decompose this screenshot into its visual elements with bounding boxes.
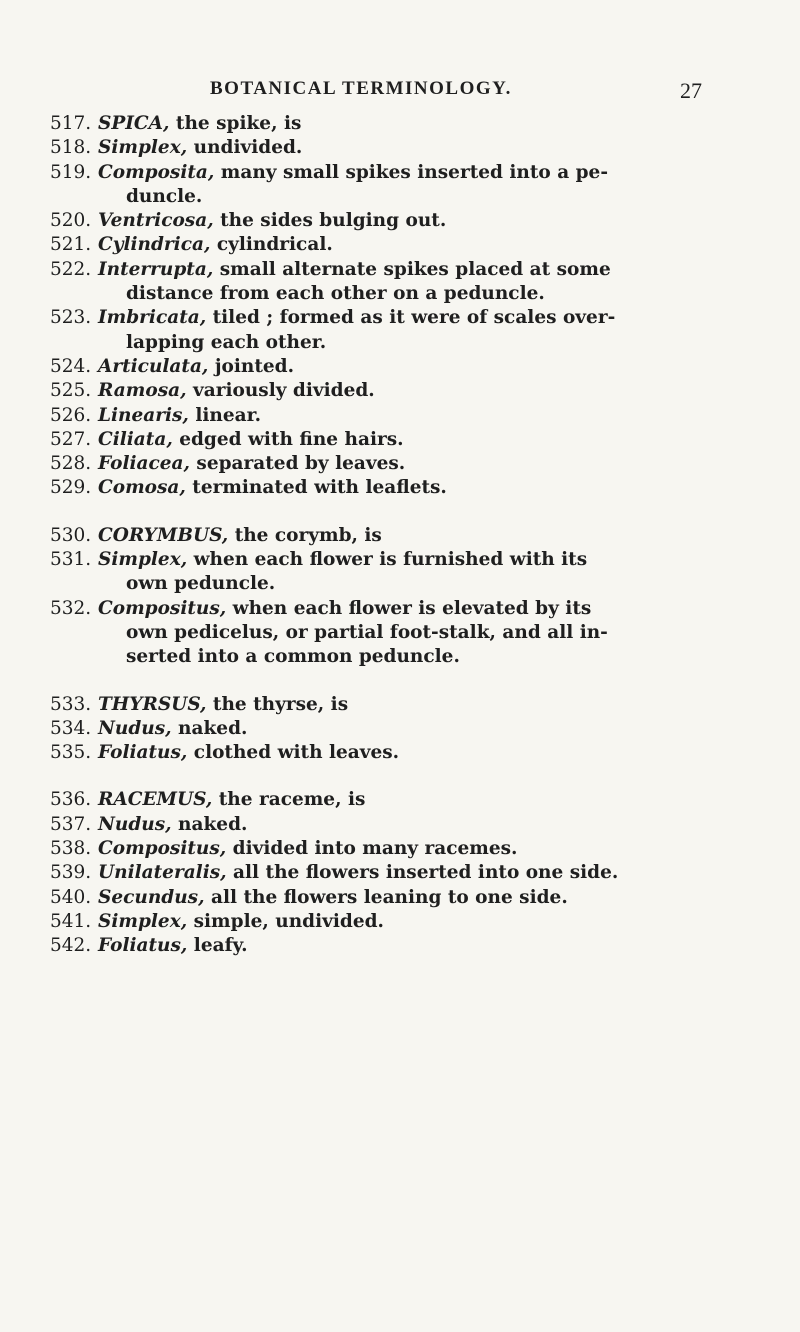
glossary-entry: 532. Compositus, when each flower is elevated by its own pedicelus, or partial foot-stalk, and all in- serted into a common peduncle.	[50, 597, 730, 670]
definition: the thyrse, is	[206, 693, 349, 715]
glossary-entry: 518. Simplex, undivided.	[50, 137, 303, 159]
definition: the raceme, is	[212, 789, 366, 811]
definition: all the flowers inserted into one side.	[226, 862, 619, 884]
glossary-entry: 530. CORYMBUS, the corymb, is	[50, 524, 382, 546]
running-header	[0, 78, 800, 108]
term: Foliacea,	[98, 453, 190, 475]
term: Imbricata,	[98, 307, 207, 329]
glossary-entry: 540. Secundus, all the flowers leaning to one side.	[50, 886, 568, 908]
definition: when each flower is elevated by its	[226, 597, 592, 619]
definition: simple, undivided.	[187, 910, 384, 932]
definition: separated by leaves.	[189, 453, 406, 475]
glossary-entry: 537. Nudus, naked.	[50, 813, 248, 835]
term: Nudus,	[98, 813, 172, 835]
definition: clothed with leaves.	[187, 742, 400, 764]
definition-continuation: lapping each other.	[126, 331, 327, 353]
term: Ramosa,	[98, 380, 187, 402]
term: Articulata,	[98, 355, 209, 377]
glossary-entry: 536. RACEMUS, the raceme, is	[50, 789, 366, 811]
term: Linearis,	[98, 404, 189, 426]
section-gap	[50, 501, 730, 524]
term: RACEMUS,	[98, 789, 213, 811]
definition: leafy.	[187, 935, 248, 957]
glossary-entry: 534. Nudus, naked.	[50, 717, 248, 739]
term: Comosa,	[98, 477, 186, 499]
definition: divided into many racemes.	[226, 838, 518, 860]
term: Ciliata,	[98, 428, 173, 450]
definition: jointed.	[208, 355, 295, 377]
definition-continuation: own pedicelus, or partial foot-stalk, and all in-	[126, 621, 608, 643]
glossary-entry: 520. Ventricosa, the sides bulging out.	[50, 210, 447, 232]
glossary-entry: 528. Foliacea, separated by leaves.	[50, 453, 406, 475]
definition: variously divided.	[186, 380, 375, 402]
definition: when each flower is furnished with its	[187, 549, 588, 571]
definition: the corymb, is	[228, 524, 382, 546]
definition: terminated with leaflets.	[185, 477, 447, 499]
glossary-entry: 527. Ciliata, edged with fine hairs.	[50, 428, 404, 450]
glossary-entry: 538. Compositus, divided into many racemes.	[50, 838, 518, 860]
glossary-entry: 525. Ramosa, variously divided.	[50, 380, 375, 402]
definition: edged with fine hairs.	[172, 428, 404, 450]
section-gap	[50, 670, 730, 693]
glossary-entry: 541. Simplex, simple, undivided.	[50, 910, 384, 932]
definition: naked.	[171, 813, 248, 835]
term: Interrupta,	[98, 258, 214, 280]
definition-continuation: distance from each other on a peduncle.	[126, 283, 545, 305]
definition: undivided.	[187, 137, 303, 159]
section-gap	[50, 765, 730, 788]
glossary-entry: 533. THYRSUS, the thyrse, is	[50, 693, 349, 715]
term: Compositus,	[98, 838, 227, 860]
definition-continuation: own peduncle.	[126, 573, 276, 595]
definition: small alternate spikes placed at some	[213, 258, 611, 280]
term: Nudus,	[98, 717, 172, 739]
term: Cylindrica,	[98, 234, 211, 256]
term: Simplex,	[98, 137, 188, 159]
term: Secundus,	[98, 886, 205, 908]
definition: linear.	[188, 404, 262, 426]
glossary-entry: 526. Linearis, linear.	[50, 404, 262, 426]
definition: cylindrical.	[210, 234, 333, 256]
glossary-entry: 517. SPICA, the spike, is	[50, 113, 302, 134]
term: Foliatus,	[98, 742, 188, 764]
glossary-entry: 531. Simplex, when each flower is furnished with its own peduncle.	[50, 548, 730, 597]
definition-continuation: serted into a common peduncle.	[126, 646, 460, 668]
definition: the sides bulging out.	[213, 210, 447, 232]
page-title: BOTANICAL TERMINOLOGY.	[210, 78, 512, 99]
definition: many small spikes inserted into a pe-	[214, 161, 609, 183]
glossary-entry: 539. Unilateralis, all the flowers inserted into one side.	[50, 862, 619, 884]
term: Compositus,	[98, 597, 227, 619]
term: Unilateralis,	[98, 862, 227, 884]
term: SPICA,	[98, 113, 170, 134]
term: CORYMBUS,	[98, 524, 229, 546]
glossary-entry: 535. Foliatus, clothed with leaves.	[50, 742, 400, 764]
glossary-entry: 542. Foliatus, leafy.	[50, 935, 248, 957]
term: THYRSUS,	[98, 693, 207, 715]
glossary-entry: 524. Articulata, jointed.	[50, 355, 295, 377]
definition: tiled ; formed as it were of scales over-	[206, 307, 616, 329]
definition: naked.	[171, 717, 248, 739]
page-number: 27	[680, 78, 702, 103]
definition: all the flowers leaning to one side.	[204, 886, 568, 908]
term: Simplex,	[98, 910, 188, 932]
glossary-entry: 521. Cylindrica, cylindrical.	[50, 234, 333, 256]
glossary-entry: 519. Composita, many small spikes inserted into a pe- duncle.	[50, 161, 730, 210]
term: Ventricosa,	[98, 210, 214, 232]
glossary-entry: 529. Comosa, terminated with leaflets.	[50, 477, 447, 499]
term: Composita,	[98, 161, 215, 183]
glossary-list	[50, 112, 730, 959]
term: Foliatus,	[98, 935, 188, 957]
definition: the spike, is	[169, 113, 302, 134]
term: Simplex,	[98, 549, 188, 571]
glossary-entry: 522. Interrupta, small alternate spikes placed at some distance from each other on a peduncle.	[50, 258, 730, 307]
definition-continuation: duncle.	[126, 185, 203, 207]
glossary-entry: 523. Imbricata, tiled ; formed as it were of scales over- lapping each other.	[50, 306, 730, 355]
